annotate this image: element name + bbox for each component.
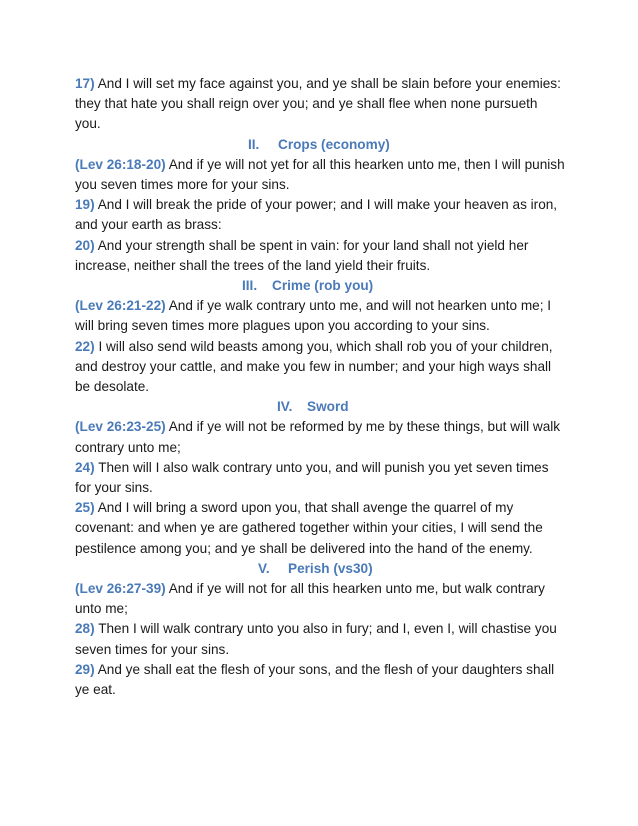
- verse-ref: (Lev 26:27-39): [75, 581, 166, 597]
- verse-ref: 24): [75, 459, 95, 475]
- verse-ref: 28): [75, 621, 95, 637]
- verse-ref: 25): [75, 500, 95, 516]
- verse-17: [75, 74, 565, 135]
- verse-text: And if ye walk contrary unto me, and will not hearken unto me; I will bring seven times more plagues upon you according to your sins.: [75, 298, 552, 334]
- verse-ref: 20): [75, 237, 95, 253]
- section-title: Sword: [307, 399, 349, 415]
- verse-ref: 22): [75, 338, 95, 354]
- verse-text: And if ye will not for all this hearken unto me, but walk contrary unto me;: [75, 581, 545, 617]
- section-title: Crops (economy): [278, 136, 390, 152]
- verse-ref: 17): [75, 76, 95, 91]
- verse-ref: (Lev 26:23-25): [75, 419, 166, 435]
- verse-text: And if ye will not be reformed by me by these things, but will walk contrary unto me;: [75, 419, 561, 455]
- verse-24: [75, 458, 565, 498]
- verse-lev-26-21-22: [75, 296, 565, 336]
- verse-text: And ye shall eat the flesh of your sons, and the flesh of your daughters shall ye eat.: [75, 661, 555, 698]
- section-title: Perish (vs30): [288, 560, 373, 576]
- verse-19: [75, 195, 565, 235]
- verse-text: And your strength shall be spent in vain: for your land shall not yield her increase, neither shall the trees of the land yield their fruits.: [75, 237, 529, 273]
- section-title: Crime (rob you): [272, 278, 374, 294]
- verse-ref: (Lev 26:21-22): [75, 298, 166, 314]
- verse-text: Then I will walk contrary unto you also in fury; and I, even I, will chastise you seven times for your sins.: [75, 621, 557, 657]
- verse-lev-26-18-20: [75, 155, 565, 195]
- verse-lev-26-23-25: [75, 417, 565, 457]
- verse-25: [75, 498, 565, 559]
- verse-text: And I will bring a sword upon you, that shall avenge the quarrel of my covenant: and when ye are gathered together within your cities, I will send the pestilence among you; and ye shall be delivered into the hand of the enemy.: [75, 500, 543, 556]
- section-number: IV.: [277, 399, 293, 415]
- section-number: V.: [258, 560, 270, 576]
- verse-ref: 29): [75, 661, 95, 677]
- verse-text: And if ye will not yet for all this hearken unto me, then I will punish you seven times more for your sins.: [75, 156, 565, 193]
- verse-text: And I will set my face against you, and ye shall be slain before your enemies: they that hate you shall reign over you; and ye shall flee when none pursueth you.: [75, 76, 561, 132]
- section-number: II.: [248, 136, 260, 152]
- verse-ref: (Lev 26:18-20): [75, 156, 166, 172]
- verse-28: [75, 619, 565, 659]
- verse-text: I will also send wild beasts among you, which shall rob you of your children, and destroy your cattle, and make you few in number; and your high ways shall be desolate.: [75, 338, 553, 395]
- section-heading-crime: [75, 276, 565, 296]
- verse-ref: 19): [75, 197, 95, 213]
- section-number: III.: [242, 278, 258, 294]
- document-page: [75, 74, 565, 700]
- verse-lev-26-27-39: [75, 579, 565, 619]
- verse-text: Then will I also walk contrary unto you, and will punish you yet seven times for your sins.: [75, 459, 549, 496]
- verse-22: [75, 337, 565, 398]
- verse-text: And I will break the pride of your power; and I will make your heaven as iron, and your earth as brass:: [75, 197, 558, 233]
- section-heading-sword: [75, 397, 565, 417]
- section-heading-crops: [75, 135, 565, 155]
- verse-20: [75, 236, 565, 276]
- verse-29: [75, 660, 565, 700]
- section-heading-perish: [75, 559, 565, 579]
